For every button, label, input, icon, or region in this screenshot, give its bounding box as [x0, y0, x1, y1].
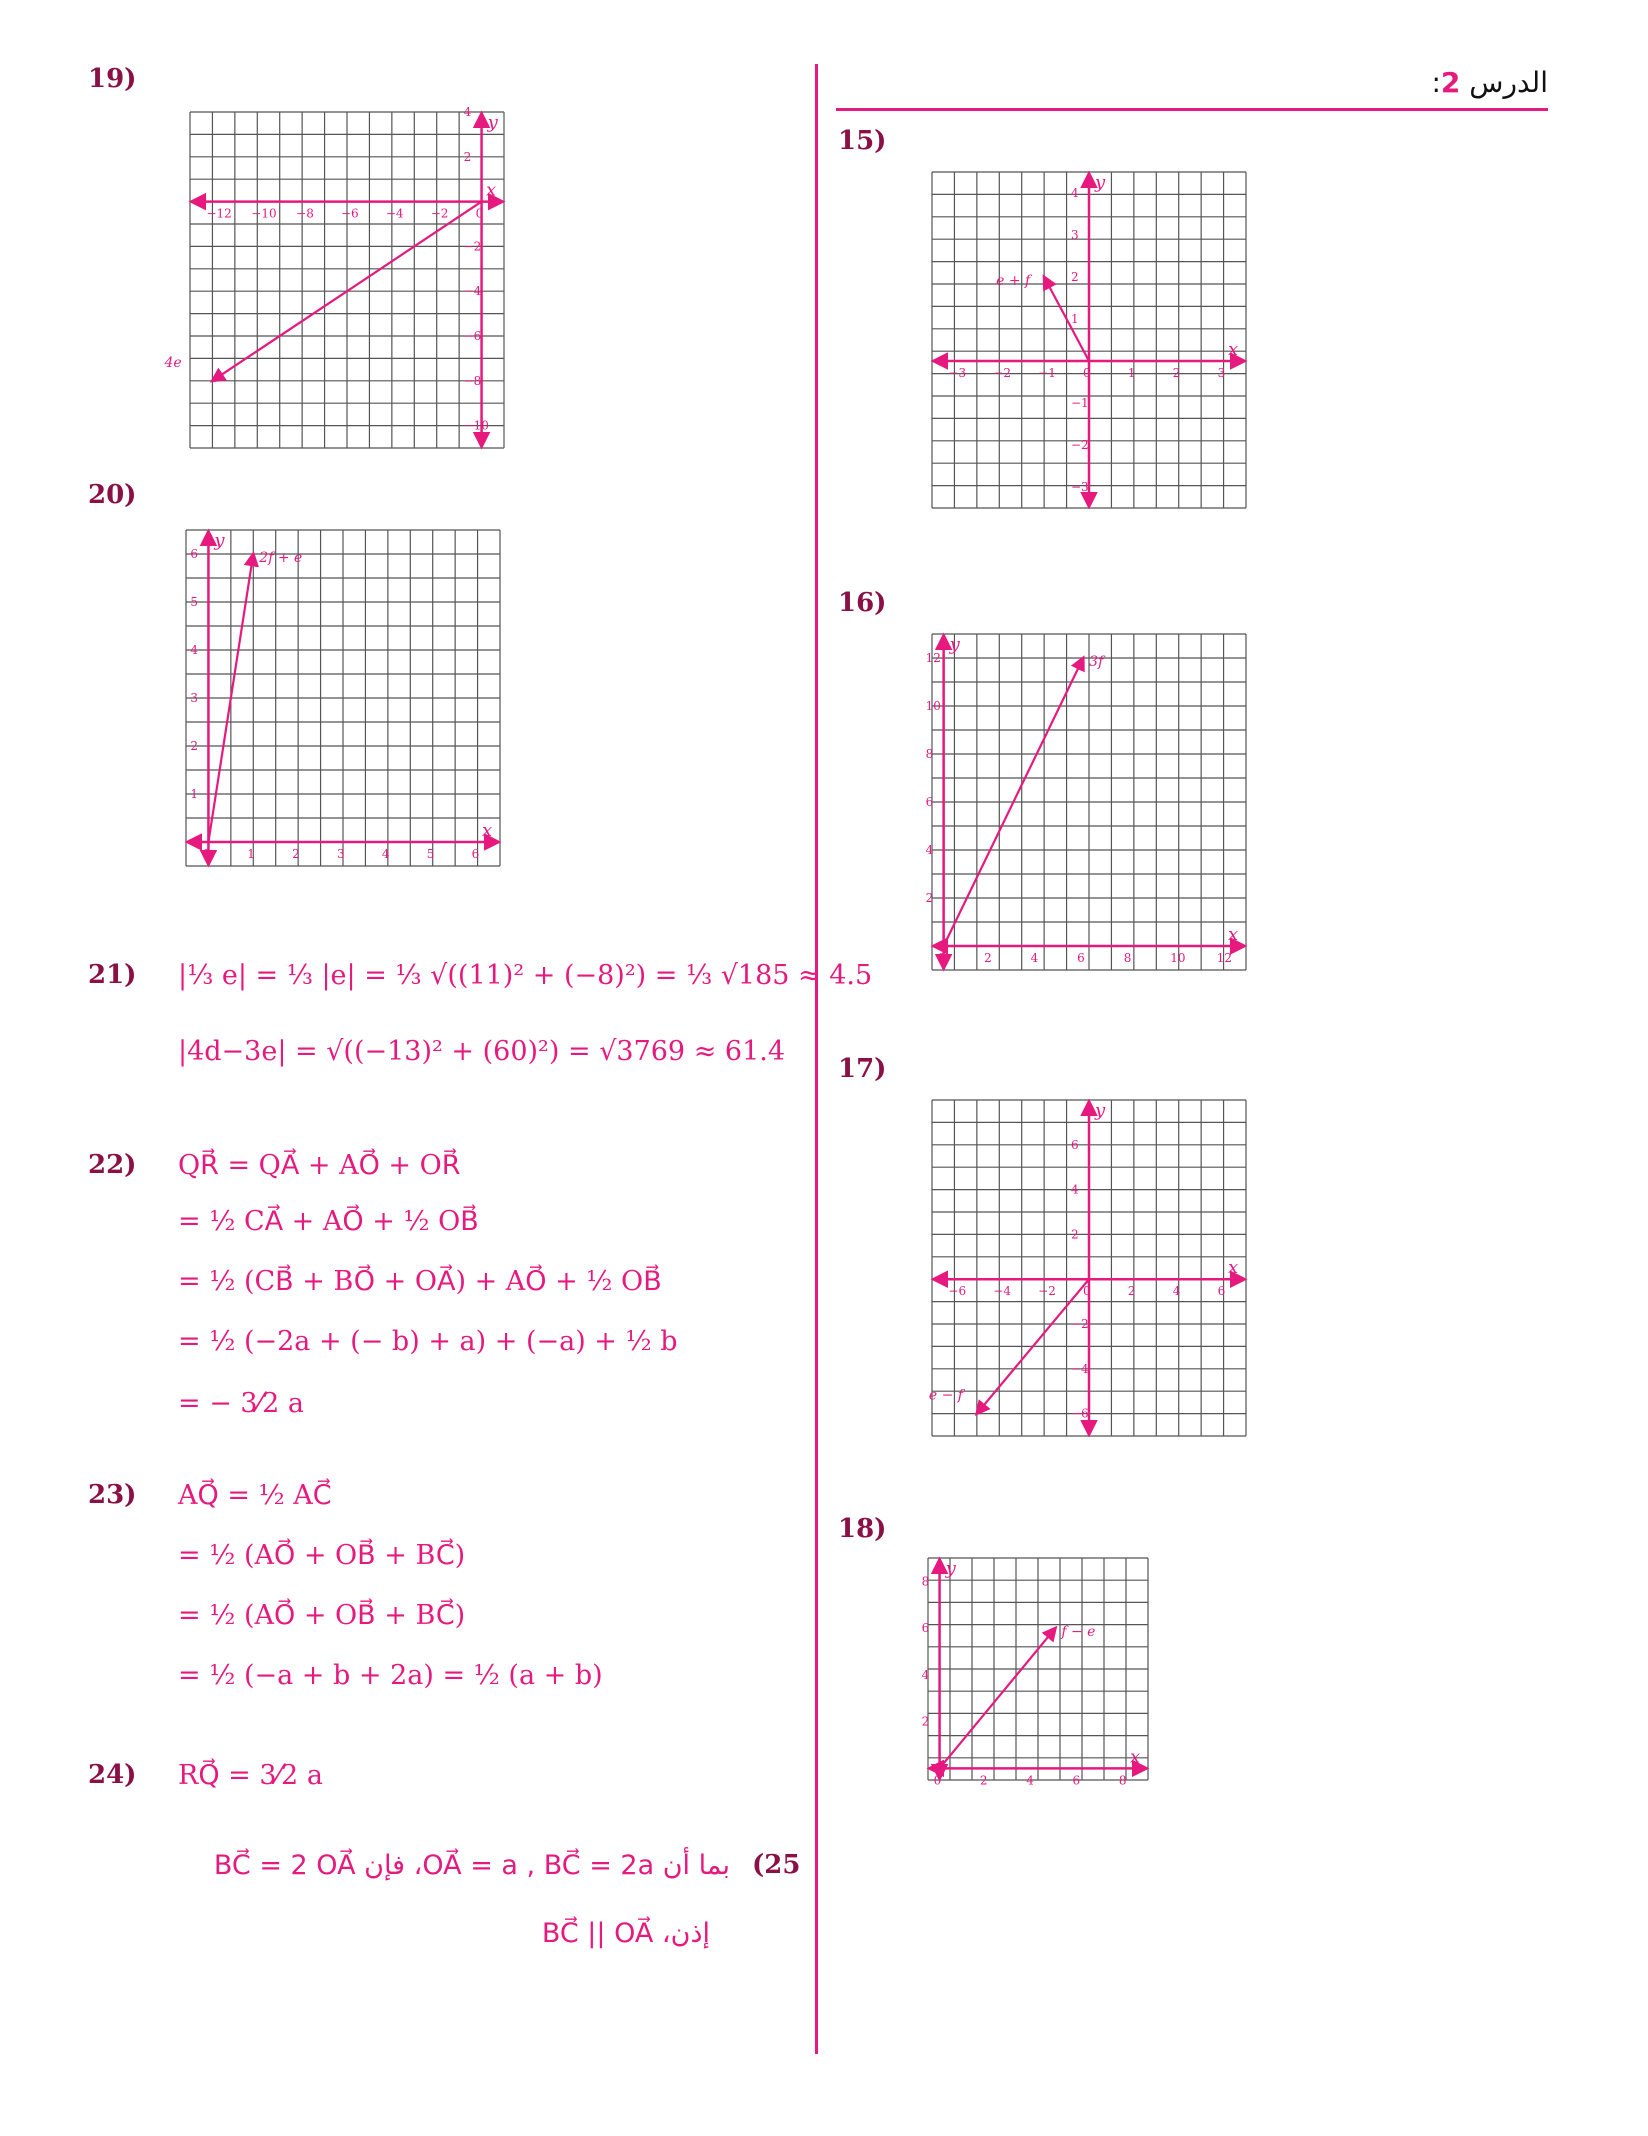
x-tick-label: 2	[1172, 366, 1181, 380]
y-tick-label: 5	[190, 595, 199, 609]
y-tick-label: 2	[463, 149, 472, 164]
x-tick-label: 2	[979, 1773, 988, 1788]
q23-line-4: = ½ (−a + b + 2a) = ½ (a + b)	[178, 1660, 603, 1691]
y-tick-label: 1	[1071, 312, 1079, 326]
y-tick-label: −1	[1071, 396, 1089, 410]
y-tick-label: 8	[925, 747, 934, 761]
y-tick-label: 4	[463, 105, 472, 119]
problem-number-23: 23)	[88, 1480, 137, 1510]
x-tick-label: −2	[993, 366, 1011, 380]
q25-line-1: بما أن OA⃗ = a , BC⃗ = 2a، فإن BC⃗ = 2 OA⃗	[213, 1850, 730, 1881]
q23-line-2: = ½ (AO⃗ + OB⃗ + BC⃗)	[178, 1540, 466, 1571]
x-tick-label: 10	[1170, 951, 1186, 965]
y-tick-label: 3	[190, 691, 199, 705]
x-tick-label: −4	[385, 206, 404, 221]
x-axis-label: x	[1228, 339, 1239, 360]
y-tick-label: 4	[921, 1667, 930, 1682]
q21-line-1: |⅓ e| = ⅓ |e| = ⅓ √((11)² + (−8)²) = ⅓ √185 ≈ 4.5	[178, 960, 873, 991]
problem-number-15: 15)	[838, 126, 887, 156]
lesson-colon: :	[1431, 66, 1441, 99]
problem-number-16: 16)	[838, 588, 887, 618]
x-tick-label: 3	[337, 847, 345, 861]
y-tick-label: −10	[463, 418, 489, 433]
x-tick-label: 2	[292, 847, 300, 861]
x-tick-label: −6	[948, 1284, 967, 1299]
x-tick-label: 4	[1172, 1284, 1181, 1299]
y-tick-label: 2	[190, 739, 199, 753]
lesson-header	[1431, 66, 1548, 99]
y-tick-label: 10	[925, 699, 941, 713]
y-tick-label: 2	[921, 1714, 930, 1729]
q23-line-3: = ½ (AO⃗ + OB⃗ + BC⃗)	[178, 1600, 466, 1631]
x-tick-label: 12	[1216, 951, 1233, 965]
graph-20	[184, 528, 502, 868]
y-tick-label: −2	[1071, 438, 1089, 452]
y-tick-label: −6	[463, 329, 482, 343]
y-axis-label: y	[1095, 1100, 1106, 1121]
y-axis-label: y	[487, 112, 498, 133]
graph-16	[925, 632, 1248, 972]
x-axis-label: x	[486, 179, 497, 201]
problem-number-20: 20)	[88, 480, 137, 510]
q25-line-2: إذن، BC⃗ || OA⃗	[541, 1918, 710, 1949]
y-axis-label: y	[214, 530, 225, 551]
y-tick-label: 6	[1071, 1137, 1079, 1152]
grid	[186, 530, 500, 866]
x-tick-label: 0	[1083, 1284, 1091, 1299]
x-tick-label: 6	[1217, 1284, 1226, 1299]
y-tick-label: −8	[463, 373, 482, 388]
y-tick-label: −6	[1071, 1406, 1089, 1421]
q22-line-1: QR⃗ = QA⃗ + AO⃗ + OR⃗	[178, 1150, 461, 1181]
graph-15	[930, 170, 1248, 510]
y-tick-label: 1	[190, 787, 199, 801]
x-tick-label: −3	[948, 366, 967, 380]
column-divider	[815, 64, 818, 2054]
y-tick-label: 12	[925, 651, 941, 665]
problem-number-21: 21)	[88, 960, 137, 990]
y-axis-label: y	[949, 634, 960, 655]
x-tick-label: −2	[1038, 1284, 1056, 1299]
x-tick-label: 6	[471, 847, 480, 861]
x-axis-label: x	[1130, 1746, 1141, 1768]
y-tick-label: 8	[921, 1574, 930, 1589]
x-tick-label: 8	[1123, 951, 1132, 965]
x-axis-label: x	[1228, 1257, 1239, 1279]
problem-number-22: 22)	[88, 1150, 137, 1180]
vector-label: e − f	[928, 1387, 963, 1404]
graph-19	[164, 105, 506, 450]
y-tick-label: 4	[1071, 186, 1079, 200]
x-axis-label: x	[1228, 924, 1239, 945]
grid	[928, 1558, 1148, 1780]
x-tick-label: −8	[296, 206, 314, 221]
lesson-word: الدرس	[1469, 66, 1548, 99]
x-tick-label: 0	[202, 847, 211, 861]
x-tick-label: 0	[1083, 366, 1091, 380]
x-tick-label: 2	[984, 951, 992, 965]
y-tick-label: 4	[190, 643, 199, 657]
vector-label: 4e	[164, 354, 182, 371]
x-tick-label: −6	[341, 206, 359, 221]
q24-line-1: RQ⃗ = 3⁄2 a	[178, 1760, 323, 1791]
x-tick-label: −2	[430, 206, 449, 221]
y-tick-label: 2	[1071, 1227, 1079, 1242]
y-tick-label: 2	[925, 891, 934, 905]
q22-line-4: = ½ (−2a + (− b) + a) + (−a) + ½ b	[178, 1326, 678, 1357]
vector-label: e + f	[996, 273, 1031, 289]
y-tick-label: 6	[921, 1621, 930, 1636]
header-rule	[836, 108, 1548, 111]
y-tick-label: 4	[925, 843, 934, 857]
x-tick-label: 4	[381, 847, 390, 861]
x-tick-label: 3	[1217, 366, 1226, 380]
x-tick-label: 5	[426, 847, 435, 861]
y-tick-label: 6	[925, 795, 934, 809]
x-axis-label: x	[482, 820, 493, 841]
problem-number-25: (25	[752, 1850, 801, 1880]
x-tick-label: 4	[1026, 1773, 1034, 1788]
x-tick-label: 1	[247, 847, 255, 861]
q23-line-1: AQ⃗ = ½ AC⃗	[178, 1480, 332, 1511]
y-tick-label: −2	[1071, 1317, 1089, 1331]
graph-18	[921, 1556, 1150, 1788]
y-axis-label: y	[945, 1558, 956, 1579]
x-tick-label: 0	[933, 1773, 942, 1788]
x-tick-label: 2	[1127, 1284, 1136, 1299]
x-tick-label: −1	[1038, 366, 1056, 380]
problem-number-19: 19)	[88, 64, 137, 94]
q22-line-5: = − 3⁄2 a	[178, 1388, 304, 1419]
problem-number-18: 18)	[838, 1514, 887, 1544]
grid	[190, 112, 504, 448]
y-tick-label: 2	[1071, 270, 1079, 284]
x-tick-label: 6	[1077, 951, 1085, 965]
x-tick-label: −10	[251, 206, 277, 221]
y-tick-label: 4	[1071, 1182, 1079, 1197]
x-tick-label: 0	[475, 206, 484, 221]
q22-line-3: = ½ (CB⃗ + BO⃗ + OA⃗) + AO⃗ + ½ OB⃗	[178, 1266, 662, 1297]
y-axis-label: y	[1095, 172, 1106, 193]
x-tick-label: 8	[1118, 1773, 1127, 1788]
y-tick-label: −4	[463, 284, 482, 299]
vector-label: 3f	[1089, 654, 1104, 670]
x-tick-label: 4	[1030, 951, 1039, 965]
q21-line-2: |4d−3e| = √((−13)² + (60)²) = √3769 ≈ 61.4	[178, 1036, 786, 1067]
lesson-number: 2	[1440, 66, 1461, 99]
vector-label: 2f + e	[259, 550, 303, 566]
x-tick-label: −12	[206, 206, 232, 221]
problem-number-17: 17)	[838, 1054, 887, 1084]
grid	[932, 634, 1246, 970]
problem-number-24: 24)	[88, 1760, 137, 1790]
q22-line-2: = ½ CA⃗ + AO⃗ + ½ OB⃗	[178, 1206, 479, 1237]
y-tick-label: −3	[1071, 480, 1089, 494]
y-tick-label: 6	[190, 547, 199, 561]
x-tick-label: −4	[993, 1284, 1011, 1299]
x-tick-label: 1	[1127, 366, 1136, 380]
graph-17	[930, 1098, 1248, 1438]
x-tick-label: 0	[937, 951, 946, 965]
y-tick-label: 3	[1071, 228, 1079, 242]
vector-label: f − e	[1061, 1624, 1096, 1641]
y-tick-label: −4	[1071, 1361, 1089, 1376]
x-tick-label: 6	[1072, 1773, 1081, 1788]
y-tick-label: −2	[463, 239, 482, 254]
